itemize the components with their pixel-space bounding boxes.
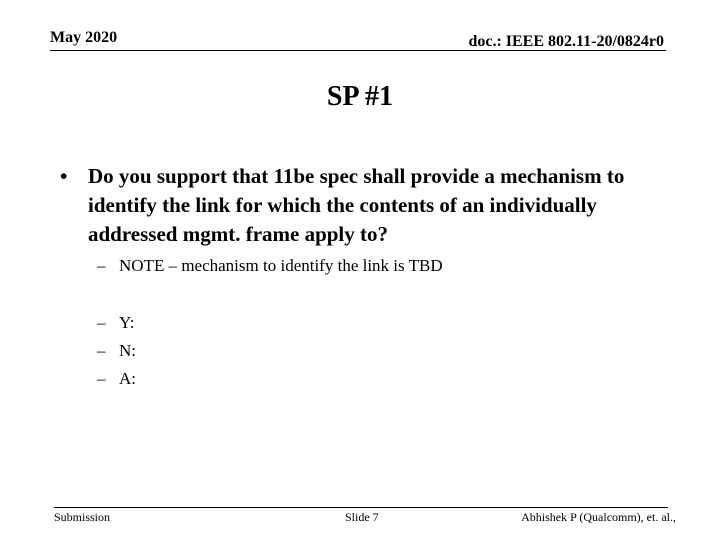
footer-slide-number: Slide 7 (345, 510, 379, 524)
dash: – (97, 256, 106, 275)
main-bullet (60, 162, 680, 249)
footer-submission: Submission (54, 510, 111, 524)
note-text: NOTE – mechanism to identify the link is TBD (119, 256, 443, 275)
dash: – (97, 369, 106, 388)
vote-no (97, 340, 136, 362)
dash: – (97, 313, 106, 332)
vote-yes (97, 312, 134, 334)
footer-rule (54, 507, 668, 508)
sub-bullet-note (97, 255, 443, 277)
header-date: May 2020 (50, 29, 118, 46)
header-doc-id: doc.: IEEE 802.11-20/0824r0 (468, 33, 664, 50)
dash: – (97, 341, 106, 360)
vote-yes-label: Y: (119, 313, 135, 332)
bullet-dot: • (60, 164, 68, 188)
vote-no-label: N: (119, 341, 136, 360)
vote-abstain-label: A: (119, 369, 136, 388)
header-rule (50, 50, 666, 51)
main-bullet-text: Do you support that 11be spec shall provide a mechanism to identify the link for which the contents of an individually addressed mgmt. frame apply to? (88, 164, 625, 246)
slide-title: SP #1 (326, 81, 394, 112)
vote-abstain (97, 368, 136, 390)
footer-author: Abhishek P (Qualcomm), et. al., (521, 510, 676, 524)
